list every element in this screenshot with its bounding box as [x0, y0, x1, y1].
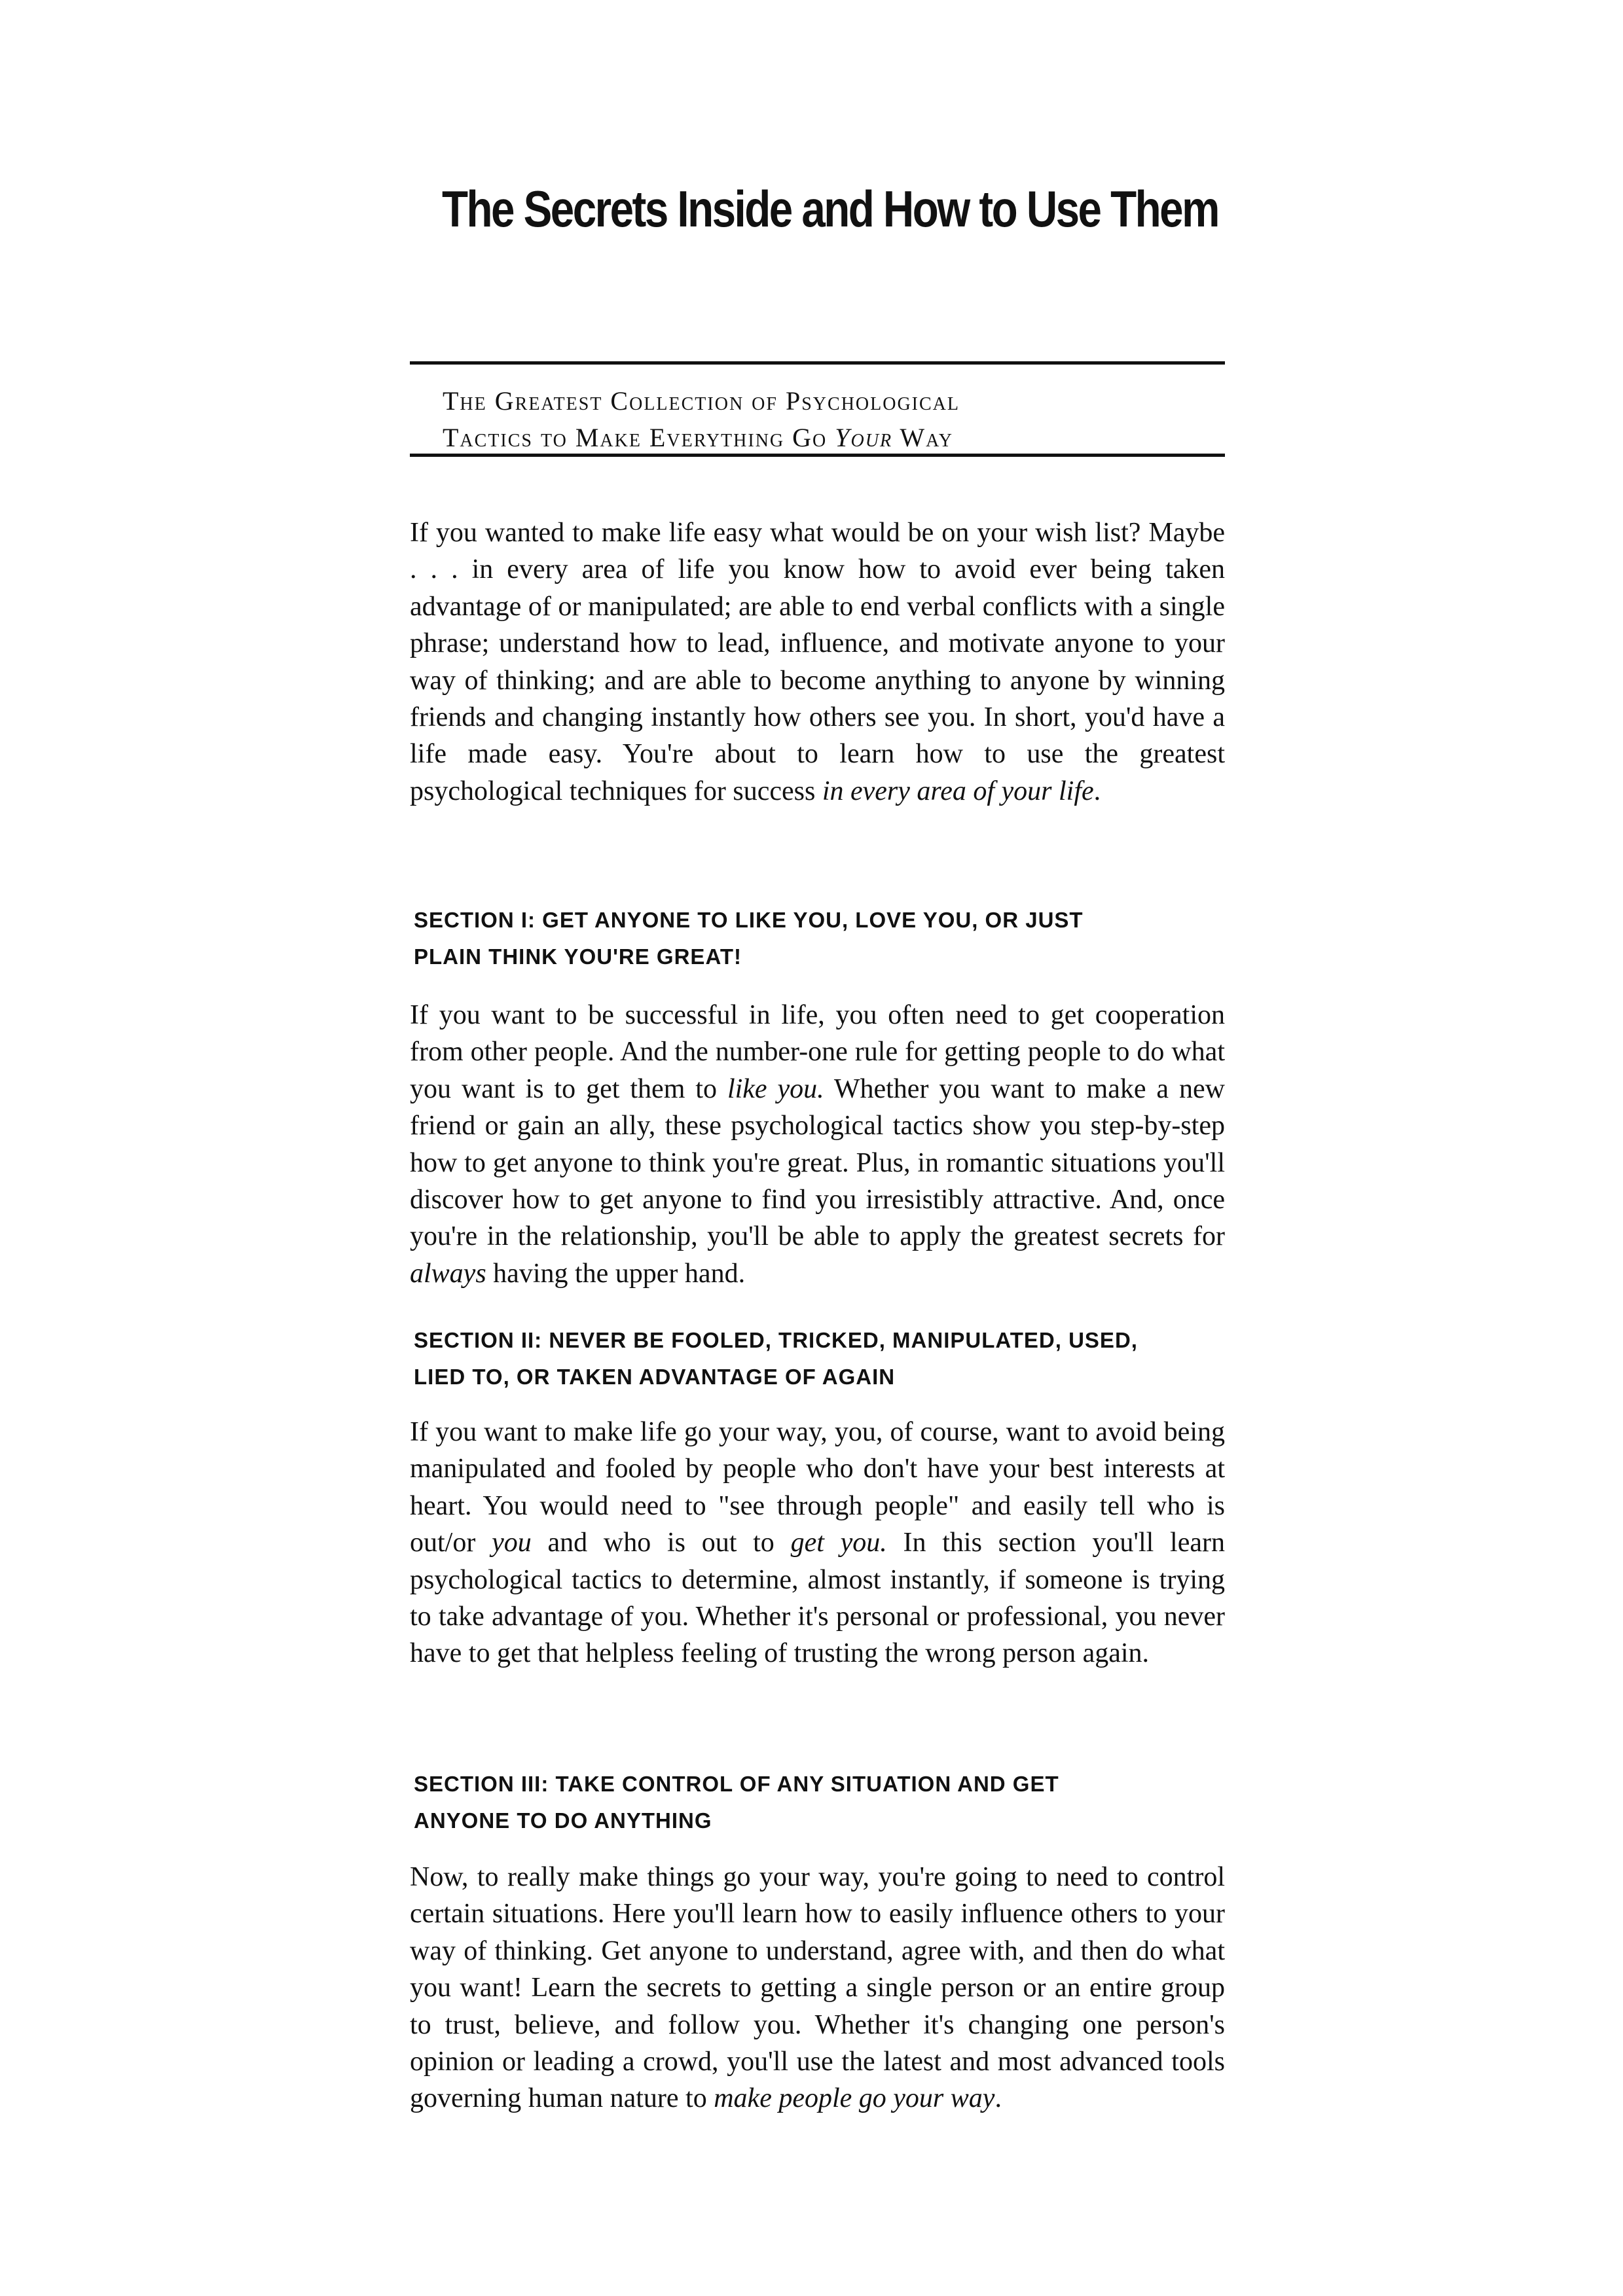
section-1-heading-line-2: PLAIN THINK YOU'RE GREAT!	[414, 944, 742, 969]
page-title: The Secrets Inside and How to Use Them	[442, 180, 1218, 238]
intro-end: .	[1093, 776, 1101, 806]
subtitle-block	[410, 361, 1225, 457]
section-3-heading-line-1: SECTION III: TAKE CONTROL OF ANY SITUATION AND GET	[414, 1772, 1059, 1796]
section-2-paragraph	[410, 1414, 1225, 1672]
section-3-emphasis-a: make people go your way	[714, 2083, 995, 2114]
subtitle-line-2-end: Way	[892, 423, 953, 452]
section-1-heading-line-1: SECTION I: GET ANYONE TO LIKE YOU, LOVE YOU, OR JUST	[414, 908, 1084, 932]
section-2-text-a: If you want to make life go your way, you, of course, want to avoid being manipulated and fooled by people who don't have your best interests at heart. You would need to "see through people" and easily tell who is out/or	[410, 1417, 1225, 1558]
section-3-heading	[414, 1766, 1226, 1839]
intro-emphasis: in every area of your life	[822, 776, 1094, 806]
intro-text: If you wanted to make life easy what would be on your wish list? Maybe . . . in every area of life you know how to avoid ever being taken advantage of or manipulated; are able to end verbal conflicts with a single phrase; understand how to lead, influence, and motivate anyone to your way of thinking; and are able to become anything to anyone by winning friends and changing instantly how others see you. In short, you'd have a life made easy. You're about to learn how to use the greatest psychological techniques for success	[410, 518, 1225, 806]
subtitle-line-2-emphasis: Your	[835, 423, 893, 452]
subtitle-line-1: The Greatest Collection of Psychological	[443, 386, 960, 416]
section-2-emphasis-b: get you.	[790, 1528, 887, 1558]
section-3-paragraph	[410, 1859, 1225, 2117]
subtitle-line-2-start: Tactics to Make Everything Go	[443, 423, 835, 452]
section-1-heading	[414, 902, 1226, 975]
section-2-text-b: and who is out to	[531, 1528, 791, 1558]
section-2-heading	[414, 1322, 1226, 1395]
section-2-emphasis-a: you	[492, 1528, 532, 1558]
section-2-heading-line-2: LIED TO, OR TAKEN ADVANTAGE OF AGAIN	[414, 1365, 896, 1389]
section-1-paragraph	[410, 997, 1225, 1292]
section-2-heading-line-1: SECTION II: NEVER BE FOOLED, TRICKED, MANIPULATED, USED,	[414, 1328, 1138, 1352]
section-1-text-a: If you want to be successful in life, you often need to get cooperation from other people. And the number-one rule for getting people to do what you want is to get them to	[410, 1000, 1225, 1104]
section-1-text-b: Whether you want to make a new friend or gain an ally, these psychological tactics show you step-by-step how to get anyone to think you're great. Plus, in romantic situations you'll discover how to get anyone to find you irresistibly attractive. And, once you're in the relationship, you'll be able to apply the greatest secrets for	[410, 1073, 1225, 1252]
section-1-text-c: having the upper hand.	[486, 1258, 746, 1289]
section-1-emphasis-a: like you.	[727, 1073, 824, 1104]
section-3-heading-line-2: ANYONE TO DO ANYTHING	[414, 1808, 712, 1833]
intro-paragraph	[410, 514, 1225, 810]
section-2-text-c: In this section you'll learn psychological tactics to determine, almost instantly, if someone is trying to take advantage of you. Whether it's personal or professional, you never have to get that helpless feeling of trusting the wrong person again.	[410, 1528, 1225, 1669]
subtitle-line-2	[443, 420, 1225, 456]
section-3-text-b: .	[994, 2083, 1002, 2114]
subtitle	[443, 383, 1225, 456]
section-1-emphasis-b: always	[410, 1258, 486, 1289]
section-3-text-a: Now, to really make things go your way, you're going to need to control certain situations. Here you'll learn how to easily influence others to your way of thinking. Get anyone to understand, agree with, and then do what you want! Learn the secrets to getting a single person or an entire group to trust, believe, and follow you. Whether it's changing one person's opinion or leading a crowd, you'll use the latest and most advanced tools governing human nature to	[410, 1862, 1225, 2114]
